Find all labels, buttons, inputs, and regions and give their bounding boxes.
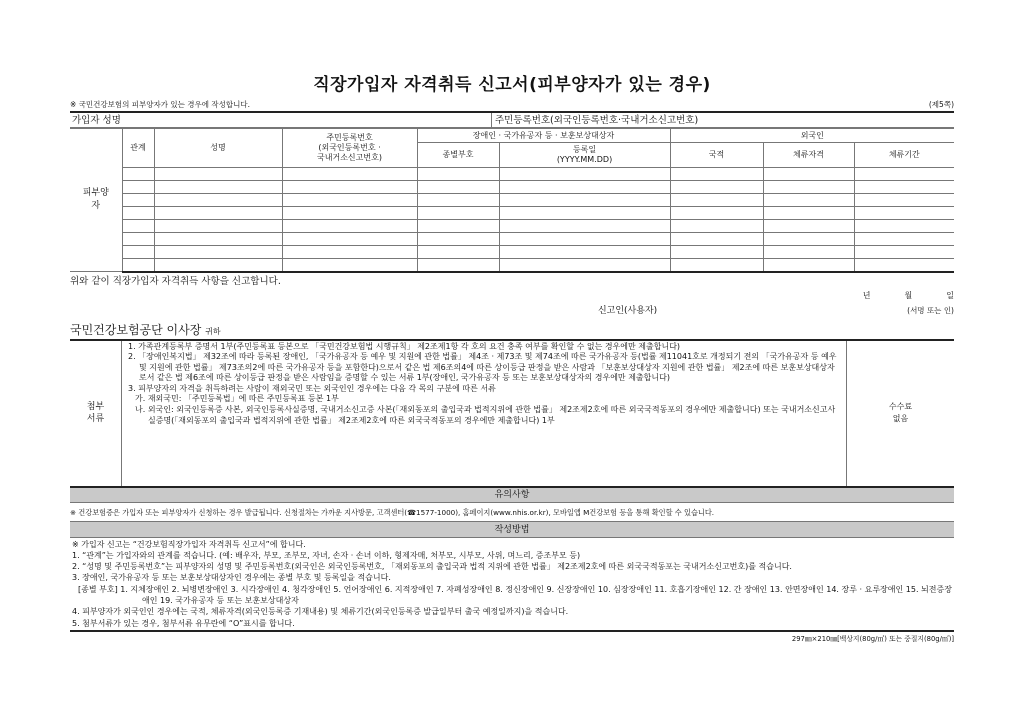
- attachments-list: [122, 341, 846, 486]
- col-type-code: 종별부호: [417, 143, 499, 168]
- guide-item: 4. 피부양자가 외국인인 경우에는 국적, 체류자격(외국인등록증 기재내용) 및 체류기간(외국인등록증 발급일부터 출국 예정일까지)을 적습니다.: [72, 607, 569, 617]
- cell-input[interactable]: [854, 181, 954, 194]
- cell-input[interactable]: [670, 233, 763, 246]
- form-subline: [70, 98, 954, 111]
- cell-input[interactable]: [763, 207, 854, 220]
- cell-input[interactable]: [282, 233, 417, 246]
- form-page: [70, 68, 954, 645]
- cell-input[interactable]: [154, 246, 282, 259]
- cell-input[interactable]: [122, 168, 154, 181]
- cell-input[interactable]: [282, 220, 417, 233]
- signature-field[interactable]: (서명 또는 인): [907, 305, 954, 315]
- cell-input[interactable]: [417, 207, 499, 220]
- cell-input[interactable]: [499, 168, 670, 181]
- cell-input[interactable]: [854, 220, 954, 233]
- resident-number-field[interactable]: 주민등록번호(외국인등록번호·국내거소신고번호): [495, 115, 699, 126]
- dependents-side-label: 피부양 자: [70, 129, 122, 272]
- cell-input[interactable]: [763, 194, 854, 207]
- cell-input[interactable]: [154, 259, 282, 272]
- cell-input[interactable]: [763, 259, 854, 272]
- col-name: 성명: [154, 129, 282, 168]
- guide-item: 1. “관계”는 가입자와의 관계를 적습니다. (예: 배우자, 부모, 조부모, 자녀, 손자 · 손녀 이하, 형제자매, 처부모, 시부모, 사위, 며느리, 증조부모 등): [72, 550, 581, 560]
- cell-input[interactable]: [763, 220, 854, 233]
- cell-input[interactable]: [670, 207, 763, 220]
- cell-input[interactable]: [763, 181, 854, 194]
- cell-input[interactable]: [282, 181, 417, 194]
- notice-text: ※ 건강보험증은 가입자 또는 피부양자가 신청하는 경우 발급됩니다. 신청절차는 가까운 지사방문, 고객센터(☎1577-1000), 홈페이지(www.nhis.or.kr), 모바일앱 M건강보험 등을 통해 확인할 수 있습니다.: [70, 503, 954, 522]
- attachment-subitem: 나. 외국인: 외국인등록증 사본, 외국인등록사실증명, 국내거소신고증 사본(「재외동포의 출입국과 법적지위에 관한 법률」 제2조제2호에 따른 외국국적동포의 경우에만 제출합니다) 또는 국내거소신고사실증명(「재외동포의 출입국과 법적지위에 관한 법률」 제2조제2호에 따른 외국국적동포의 경우에만 제출합니다) 1부: [135, 405, 836, 425]
- table-row: [70, 207, 954, 220]
- cell-input[interactable]: [670, 194, 763, 207]
- table-row: [70, 181, 954, 194]
- cell-input[interactable]: [282, 168, 417, 181]
- col-disabled-group: 장애인 · 국가유공자 등 · 보훈보상대상자: [417, 129, 670, 143]
- form-title: 직장가입자 자격취득 신고서(피부양자가 있는 경우): [313, 75, 711, 95]
- guide-item: 5. 첨부서류가 있는 경우, 첨부서류 유무란에 “O”표시를 합니다.: [72, 618, 295, 628]
- paper-spec: 297㎜×210㎜[백상지(80g/㎡) 또는 중질지(80g/㎡)]: [791, 634, 954, 643]
- cell-input[interactable]: [854, 168, 954, 181]
- date-row: [70, 289, 954, 303]
- cell-input[interactable]: [282, 194, 417, 207]
- subscriber-header-row: [70, 111, 954, 128]
- cell-input[interactable]: [670, 168, 763, 181]
- guide-section: [70, 538, 954, 632]
- cell-input[interactable]: [670, 181, 763, 194]
- cell-input[interactable]: [854, 246, 954, 259]
- attachment-item: 1. 가족관계등록부 증명서 1부(주민등록표 등본으로 「국민건강보험법 시행규칙」 제2조제1항 각 호의 요건 충족 여부를 확인할 수 없는 경우에만 제출합니다): [128, 341, 681, 351]
- cell-input[interactable]: [154, 181, 282, 194]
- guide-item: 2. “성명 및 주민등록번호”는 피부양자의 성명 및 주민등록번호(외국인은 외국인등록번호, 「재외동포의 출입국과 법적 지위에 관한 법률」 제2조제2호에 따른 외국국적동포는 국내거소신고번호)를 적습니다.: [72, 562, 792, 572]
- cell-input[interactable]: [417, 194, 499, 207]
- date-month[interactable]: 월: [904, 290, 913, 300]
- table-row: [70, 259, 954, 272]
- cell-input[interactable]: [154, 194, 282, 207]
- cell-input[interactable]: [763, 233, 854, 246]
- fee-cell: 수수료 없음: [846, 341, 954, 486]
- instruction-note: ※ 국민건강보험의 피부양자가 있는 경우에 작성합니다.: [70, 100, 250, 109]
- cell-input[interactable]: [122, 194, 154, 207]
- declaration-text: 위와 같이 직장가입자 자격취득 사항을 신고합니다.: [70, 275, 281, 287]
- cell-input[interactable]: [154, 233, 282, 246]
- cell-input[interactable]: [417, 246, 499, 259]
- date-day[interactable]: 일: [946, 290, 954, 300]
- guide-header: 작성방법: [70, 522, 954, 538]
- cell-input[interactable]: [499, 220, 670, 233]
- date-year[interactable]: 년: [862, 290, 871, 300]
- cell-input[interactable]: [417, 233, 499, 246]
- signer-row: [70, 303, 954, 319]
- col-registration-date: 등록일 (YYYY.MM.DD): [499, 143, 670, 168]
- cell-input[interactable]: [499, 194, 670, 207]
- cell-input[interactable]: [122, 233, 154, 246]
- signer-label: 신고인(사용자): [597, 305, 658, 316]
- recipient-suffix: 귀하: [205, 326, 221, 336]
- col-foreigner-group: 외국인: [670, 129, 954, 143]
- cell-input[interactable]: [122, 181, 154, 194]
- attachments-label: 첨부 서류: [70, 341, 122, 486]
- attachment-subitem: 가. 재외국민: 「주민등록법」에 따른 주민등록표 등본 1부: [135, 394, 339, 404]
- cell-input[interactable]: [854, 233, 954, 246]
- cell-input[interactable]: [854, 207, 954, 220]
- table-row: [70, 220, 954, 233]
- dependents-table: [70, 128, 954, 273]
- col-nationality: 국적: [670, 143, 763, 168]
- recipient-name: 국민건강보험공단 이사장: [70, 322, 202, 337]
- cell-input[interactable]: [122, 220, 154, 233]
- cell-input[interactable]: [417, 220, 499, 233]
- attachments-section: [70, 341, 954, 488]
- col-stay-period: 체류기간: [854, 143, 954, 168]
- cell-input[interactable]: [763, 246, 854, 259]
- cell-input[interactable]: [122, 207, 154, 220]
- cell-input[interactable]: [499, 207, 670, 220]
- guide-type-codes: [종별 부호] 1. 지체장애인 2. 뇌병변장애인 3. 시각장애인 4. 청각장애인 5. 언어장애인 6. 지적장애인 7. 자폐성장애인 8. 정신장애인 9. 신장장애인 10. 심장장애인 11. 호흡기장애인 12. 간 장애인 13. 안면장애인 14. 장루 · 요루장애인 15. 뇌전증장애인 19. 국가유공자 등 또는 보훈보상대상자: [78, 584, 952, 605]
- cell-input[interactable]: [499, 246, 670, 259]
- cell-input[interactable]: [154, 207, 282, 220]
- notice-header: 유의사항: [70, 488, 954, 503]
- recipient: [70, 319, 954, 341]
- cell-input[interactable]: [154, 168, 282, 181]
- cell-input[interactable]: [122, 259, 154, 272]
- cell-input[interactable]: [417, 259, 499, 272]
- cell-input[interactable]: [499, 181, 670, 194]
- cell-input[interactable]: [122, 246, 154, 259]
- col-resident-number: 주민등록번호 (외국인등록번호 · 국내거소신고번호): [282, 129, 417, 168]
- table-row: [70, 233, 954, 246]
- cell-input[interactable]: [763, 168, 854, 181]
- cell-input[interactable]: [282, 207, 417, 220]
- cell-input[interactable]: [499, 259, 670, 272]
- guide-item: 3. 장애인, 국가유공자 등 또는 보훈보상대상자인 경우에는 종별 부호 및 등록일을 적습니다.: [72, 573, 391, 583]
- form-number: (제5쪽): [928, 100, 954, 109]
- cell-input[interactable]: [417, 181, 499, 194]
- cell-input[interactable]: [670, 246, 763, 259]
- cell-input[interactable]: [282, 246, 417, 259]
- col-relation: 관계: [122, 129, 154, 168]
- table-row: [70, 168, 954, 181]
- cell-input[interactable]: [854, 194, 954, 207]
- subscriber-name-field[interactable]: 가입자 성명: [70, 113, 492, 127]
- cell-input[interactable]: [417, 168, 499, 181]
- cell-input[interactable]: [154, 220, 282, 233]
- cell-input[interactable]: [282, 259, 417, 272]
- attachment-item: 2. 「장애인복지법」 제32조에 따라 등록된 장애인, 「국가유공자 등 예우 및 지원에 관한 법률」 제4조 · 제73조 및 제74조에 따른 국가유공자 등(법률 제11041호로 개정되기 전의 「국가유공자 등 예우 및 지원에 관한 법률」 제73조의2에 따른 국가유공자 등을 포함한다)으로서 같은 법 제6조의4에 따른 상이등급 판정을 받은 사람과 「보훈보상대상자 지원에 관한 법률」 제2조에 따른 보훈보상대상자로서 같은 법 제6조에 따른 상이등급 판정을 받은 사람임을 증명할 수 있는 서류 1부(장애인, 국가유공자 등 또는 보훈보상대상자의 경우에만 제출합니다): [128, 352, 837, 383]
- col-stay-status: 체류자격: [763, 143, 854, 168]
- guide-intro: ※ 가입자 신고는 “건강보험직장가입자 자격취득 신고서”에 합니다.: [72, 539, 306, 549]
- cell-input[interactable]: [670, 259, 763, 272]
- attachment-item: 3. 피부양자의 자격을 취득하려는 사람이 재외국민 또는 외국인인 경우에는 다음 각 목의 구분에 따른 서류: [128, 383, 496, 393]
- cell-input[interactable]: [499, 233, 670, 246]
- table-row: [70, 246, 954, 259]
- cell-input[interactable]: [854, 259, 954, 272]
- table-row: [70, 194, 954, 207]
- cell-input[interactable]: [670, 220, 763, 233]
